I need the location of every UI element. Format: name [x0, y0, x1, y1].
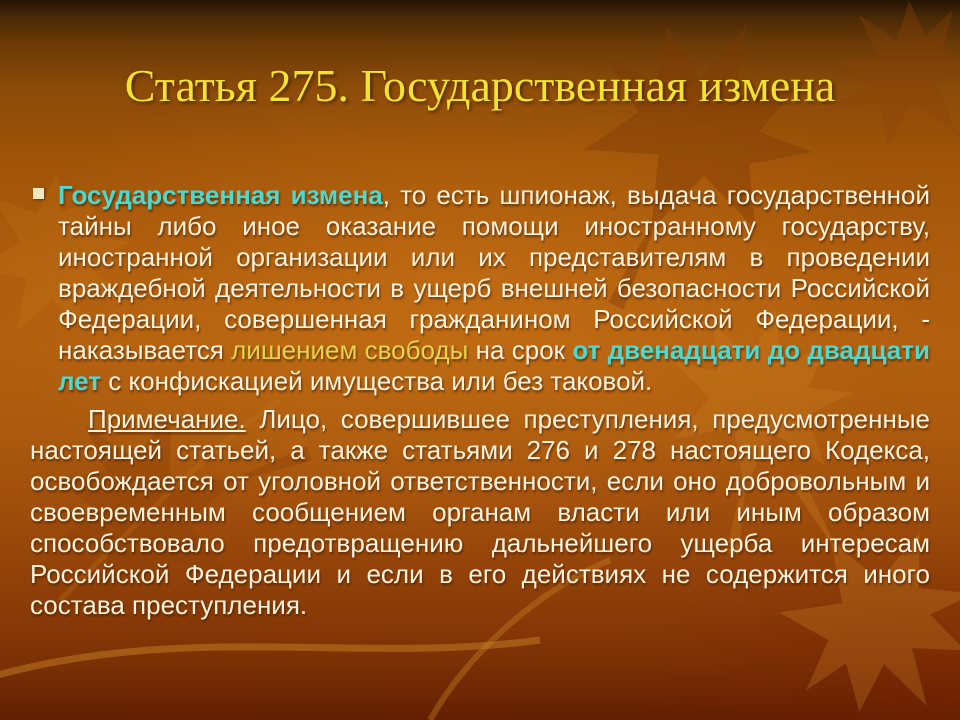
definition-text: , то есть шпионаж, выдача государственной тайны либо иное оказание помощи иностранному государству, иностранной организации или их представителям в проведении враждебной деятельности в ущерб внешней безопасности Российской Федерации, совершенная гражданином Российской Федерации, - наказывается [58, 180, 930, 365]
square-bullet-icon [33, 188, 44, 199]
treason-definition-text [58, 180, 930, 397]
lead-term-highlight: Государственная измена [58, 180, 383, 210]
penalty-highlight-yellow: лишением свободы [231, 335, 469, 365]
leaf-stem-decoration [0, 640, 540, 680]
treason-definition-paragraph [30, 180, 930, 397]
slide-body [30, 180, 930, 621]
connector-text: на срок [468, 335, 573, 365]
tail-text: с конфискацией имущества или без таковой. [101, 366, 653, 396]
term-highlight-cyan: от двенадцати до двадцати лет [58, 335, 930, 396]
note-paragraph [30, 404, 930, 621]
slide-title: Статья 275. Государственная измена [124, 60, 836, 111]
note-label: Примечание. [88, 404, 246, 434]
note-text: Лицо, совершившее преступления, предусмотренные настоящей статьей, а также статьями 276 и 278 настоящего Кодекса, освобождается от уголовной ответственности, если оно добровольным и своевременным сообщением органам власти или иным образом способствовало предотвращению дальнейшего ущерба интересам Российской Федерации и если в его действиях не содержится иного состава преступления. [30, 404, 930, 620]
